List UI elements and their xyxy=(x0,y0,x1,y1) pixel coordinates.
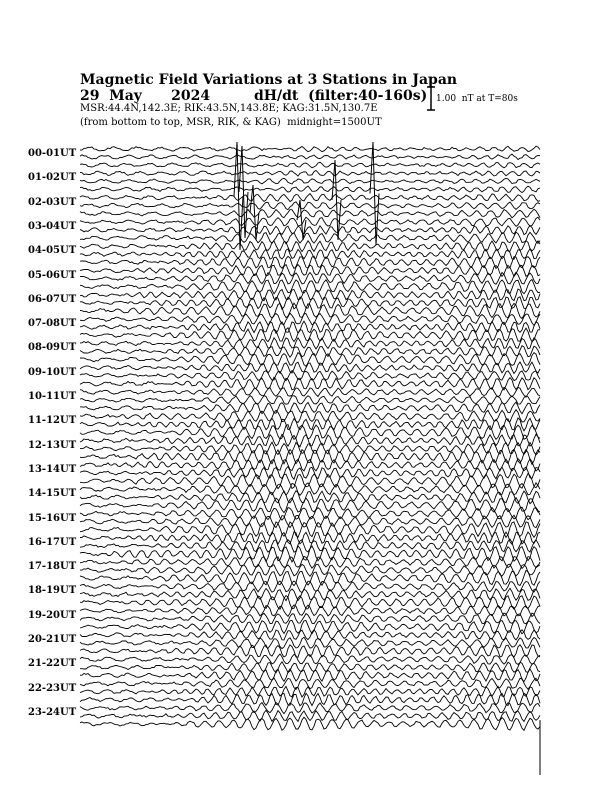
hour-label-19-20UT: 19-20UT xyxy=(28,609,77,621)
hour-label-13-14UT: 13-14UT xyxy=(28,463,77,475)
trace-20-21UT-RIK xyxy=(80,637,540,648)
trace-13-14UT-RIK xyxy=(80,467,540,480)
trace-20-21UT-KAG xyxy=(80,630,540,640)
trace-10-11UT-KAG xyxy=(80,387,540,397)
trace-00-01UT-MSR xyxy=(80,162,540,168)
trace-10-11UT-MSR xyxy=(80,402,540,414)
trace-21-22UT-RIK xyxy=(80,662,540,673)
hour-label-11-12UT: 11-12UT xyxy=(28,415,77,427)
trace-01-02UT-KAG xyxy=(80,170,540,176)
scale-label: 1.00 nT at T=80s xyxy=(436,94,518,104)
hour-label-01-02UT: 01-02UT xyxy=(28,172,77,184)
trace-23-24UT-MSR xyxy=(80,717,540,730)
chart-title: Magnetic Field Variations at 3 Stations in Japan xyxy=(80,72,458,88)
trace-03-04UT-KAG xyxy=(80,217,540,226)
trace-19-20UT-RIK xyxy=(80,613,540,624)
hour-label-08-09UT: 08-09UT xyxy=(28,342,77,354)
hour-label-20-21UT: 20-21UT xyxy=(28,634,77,645)
trace-06-07UT-MSR xyxy=(80,303,540,318)
trace-14-15UT-MSR xyxy=(80,498,540,513)
trace-21-22UT-KAG xyxy=(80,654,540,664)
trace-08-09UT-MSR xyxy=(80,353,540,367)
hour-label-16-17UT: 16-17UT xyxy=(28,536,77,548)
trace-11-12UT-KAG xyxy=(80,410,540,423)
trace-07-08UT-KAG xyxy=(80,313,540,325)
trace-02-03UT-MSR xyxy=(80,209,540,218)
hour-label-03-04UT: 03-04UT xyxy=(28,220,77,232)
hour-label-21-22UT: 21-22UT xyxy=(28,658,77,670)
trace-04-05UT-RIK xyxy=(80,249,540,259)
trace-06-07UT-KAG xyxy=(80,289,540,301)
hour-label-02-03UT: 02-03UT xyxy=(28,196,77,208)
hour-label-15-16UT: 15-16UT xyxy=(28,512,77,524)
trace-01-02UT-RIK xyxy=(80,178,540,184)
trace-17-18UT-KAG xyxy=(80,557,540,569)
trace-02-03UT-KAG xyxy=(80,194,540,202)
hour-label-09-10UT: 09-10UT xyxy=(28,366,77,378)
trace-01-02UT-MSR xyxy=(80,186,540,193)
hour-label-22-23UT: 22-23UT xyxy=(28,682,77,694)
hour-label-23-24UT: 23-24UT xyxy=(28,706,77,718)
trace-00-01UT-KAG xyxy=(80,146,540,152)
hour-label-05-06UT: 05-06UT xyxy=(28,269,77,281)
trace-22-23UT-MSR xyxy=(80,693,540,705)
hour-label-18-19UT: 18-19UT xyxy=(28,585,77,597)
trace-03-04UT-MSR xyxy=(80,232,540,244)
trace-09-10UT-KAG xyxy=(80,362,540,373)
trace-09-10UT-RIK xyxy=(80,371,540,381)
hour-label-06-07UT: 06-07UT xyxy=(28,293,77,305)
trace-08-09UT-RIK xyxy=(80,346,540,358)
trace-15-16UT-KAG xyxy=(80,507,540,520)
trace-03-04UT-RIK xyxy=(80,226,540,235)
hour-label-10-11UT: 10-11UT xyxy=(28,391,77,402)
trace-00-01UT-RIK xyxy=(80,154,540,159)
trace-10-11UT-RIK xyxy=(80,396,540,405)
trace-23-24UT-RIK xyxy=(80,710,540,721)
trace-group xyxy=(80,142,540,775)
trace-17-18UT-RIK xyxy=(80,564,540,576)
hour-label-04-05UT: 04-05UT xyxy=(28,245,77,257)
hour-label-00-01UT: 00-01UT xyxy=(28,148,77,159)
trace-19-20UT-KAG xyxy=(80,605,540,617)
trace-02-03UT-RIK xyxy=(80,202,540,210)
trace-12-13UT-RIK xyxy=(80,442,540,455)
date-filter-line: 29 May 2024 dH/dt (filter:40-160s) xyxy=(80,88,428,104)
trace-14-15UT-KAG xyxy=(80,483,540,495)
station-order-note: (from bottom to top, MSR, RIK, & KAG) midnight=1500UT xyxy=(80,117,382,128)
trace-07-08UT-MSR xyxy=(80,328,540,342)
trace-23-24UT-KAG xyxy=(80,703,540,714)
trace-12-13UT-KAG xyxy=(80,434,540,447)
trace-18-19UT-RIK xyxy=(80,588,540,600)
hour-label-12-13UT: 12-13UT xyxy=(28,439,77,451)
trace-11-12UT-MSR xyxy=(80,425,540,440)
trace-17-18UT-MSR xyxy=(80,571,540,586)
hour-label-14-15UT: 14-15UT xyxy=(28,488,77,500)
hour-label-17-18UT: 17-18UT xyxy=(28,561,77,573)
trace-21-22UT-MSR xyxy=(80,669,540,682)
station-coordinates: MSR:44.4N,142.3E; RIK:43.5N,143.8E; KAG:31.5N,130.7E xyxy=(80,103,378,114)
trace-04-05UT-MSR xyxy=(80,256,540,268)
trace-22-23UT-RIK xyxy=(80,686,540,697)
hour-label-07-08UT: 07-08UT xyxy=(28,318,77,330)
